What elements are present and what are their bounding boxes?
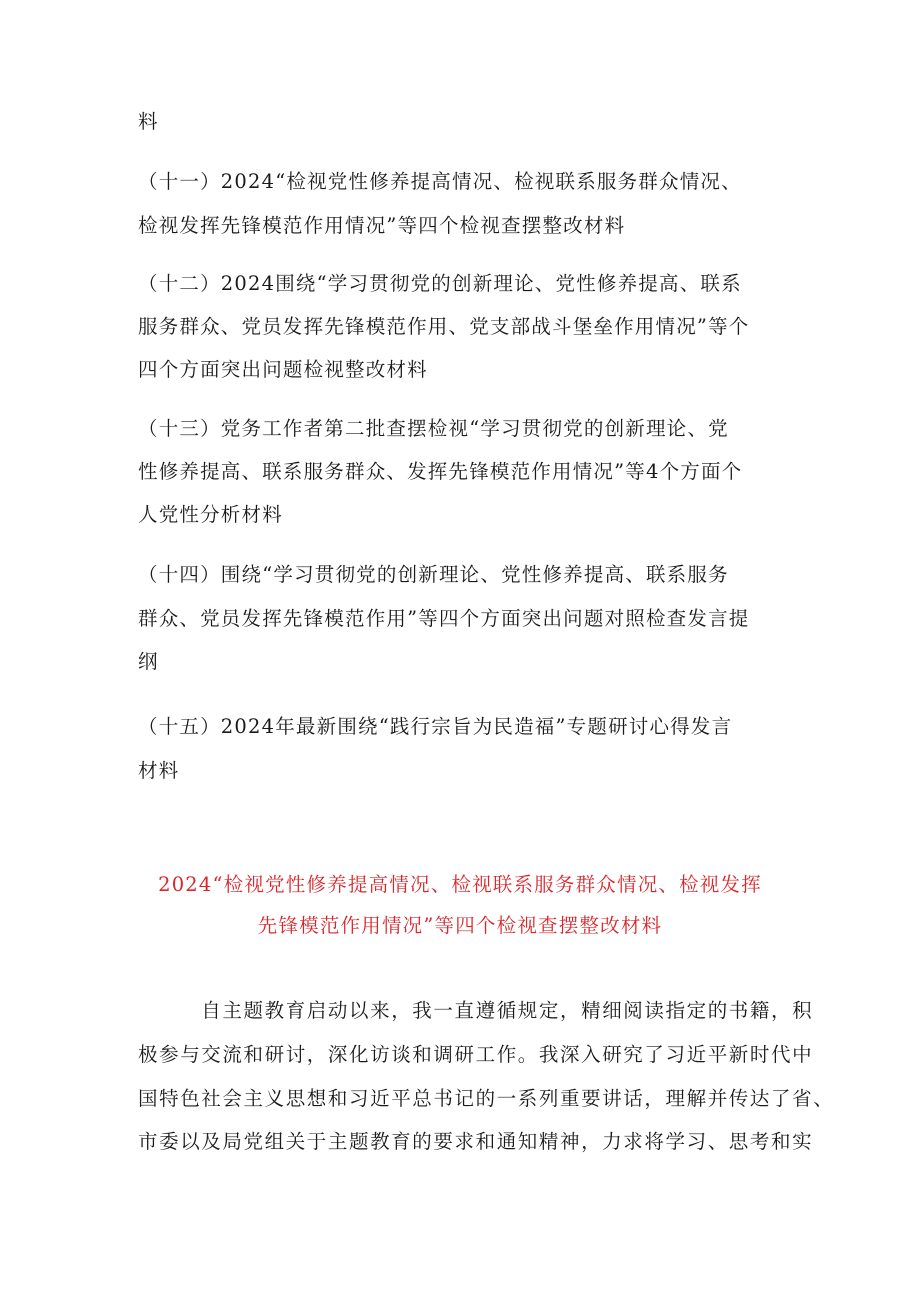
toc-item-11-line-2: 检视发挥先锋模范作用情况”等四个检视查摆整改材料 — [138, 214, 626, 237]
body-paragraph-line-2: 极参与交流和研讨，深化访谈和调研工作。我深入研究了习近平新时代中 — [138, 1043, 814, 1066]
toc-item-10-tail: 料 — [138, 110, 159, 133]
toc-item-15-line-2: 材料 — [138, 759, 180, 782]
toc-item-14-line-2: 群众、党员发挥先锋模范作用”等四个方面突出问题对照检查发言提 — [138, 607, 750, 630]
toc-item-13-line-2: 性修养提高、联系服务群众、发挥先锋模范作用情况”等4个方面个 — [138, 460, 743, 483]
toc-item-14-line-3: 纲 — [138, 650, 159, 673]
section-title-line-2: 先锋模范作用情况”等四个检视查摆整改材料 — [257, 914, 663, 937]
toc-item-15-line-1: （十五）2024年最新围绕“践行宗旨为民造福”专题研讨心得发言 — [138, 715, 733, 738]
toc-item-12-line-3: 四个方面突出问题检视整改材料 — [138, 358, 428, 381]
section-title-line-1: 2024“检视党性修养提高情况、检视联系服务群众情况、检视发挥 — [158, 873, 762, 896]
toc-item-12-line-1: （十二）2024围绕“学习贯彻党的创新理论、党性修养提高、联系 — [138, 272, 742, 295]
toc-item-14-line-1: （十四）围绕“学习贯彻党的创新理论、党性修养提高、联系服务 — [138, 563, 729, 586]
toc-item-12-line-2: 服务群众、党员发挥先锋模范作用、党支部战斗堡垒作用情况”等个 — [138, 315, 750, 338]
body-paragraph-line-4: 市委以及局党组关于主题教育的要求和通知精神，力求将学习、思考和实 — [138, 1130, 814, 1153]
toc-item-13-line-1: （十三）党务工作者第二批查摆检视“学习贯彻党的创新理论、党 — [138, 417, 729, 440]
body-paragraph-line-3: 国特色社会主义思想和习近平总书记的一系列重要讲话，理解并传达了省、 — [138, 1087, 835, 1110]
toc-item-13-line-3: 人党性分析材料 — [138, 503, 283, 526]
body-paragraph-line-1: 自主题教育启动以来，我一直遵循规定，精细阅读指定的书籍，积 — [138, 999, 814, 1022]
toc-item-11-line-1: （十一）2024“检视党性修养提高情况、检视联系服务群众情况、 — [138, 170, 742, 193]
